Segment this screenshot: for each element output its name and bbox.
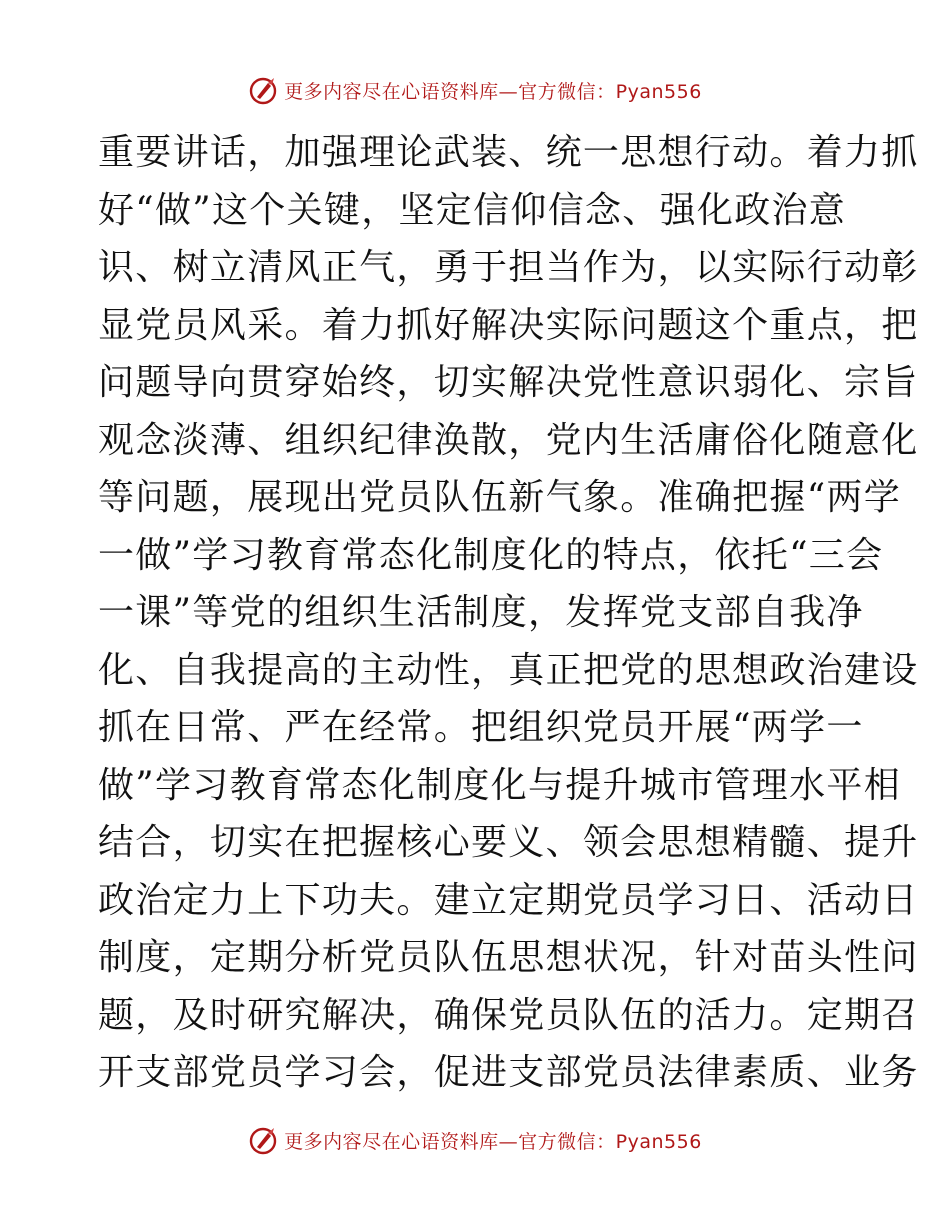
body-line: 抓在日常、严在经常。把组织党员开展“两学一: [98, 707, 864, 748]
footer-watermark: [0, 1122, 950, 1158]
body-line: 开支部党员学习会，促进支部党员法律素质、业务: [98, 1052, 919, 1093]
body-line: 观念淡薄、组织纪律涣散，党内生活庸俗化随意化: [98, 419, 919, 461]
body-line: 制度，定期分析党员队伍思想状况，针对苗头性问: [98, 937, 919, 978]
body-line: 化、自我提高的主动性，真正把党的思想政治建设: [98, 649, 919, 691]
body-line: 识、树立清风正气，勇于担当作为，以实际行动彰: [98, 247, 919, 288]
body-line: 结合，切实在把握核心要义、领会思想精髓、提升: [98, 822, 919, 863]
body-line: 题，及时研究解决，确保党员队伍的活力。定期召: [98, 994, 919, 1036]
header-watermark: [0, 72, 950, 108]
quill-logo-icon: [248, 1125, 278, 1155]
quill-logo-icon: [248, 75, 278, 105]
document-body: [98, 124, 919, 1102]
body-line: 好“做”这个关键，坚定信仰信念、强化政治意: [98, 189, 847, 231]
watermark-text: 更多内容尽在心语资料库—官方微信：Pyan556: [284, 80, 702, 103]
body-line: 等问题，展现出党员队伍新气象。准确把握“两学: [98, 477, 902, 518]
body-line: 问题导向贯穿始终，切实解决党性意识弱化、宗旨: [98, 362, 919, 403]
body-line: 显党员风采。着力抓好解决实际问题这个重点，把: [98, 304, 919, 346]
body-line: 一做”学习教育常态化制度化的特点，依托“三会: [98, 534, 884, 576]
body-line: 政治定力上下功夫。建立定期党员学习日、活动日: [98, 879, 919, 921]
body-line: 一课”等党的组织生活制度，发挥党支部自我净: [98, 592, 864, 633]
body-line: 做”学习教育常态化制度化与提升城市管理水平相: [98, 764, 902, 806]
body-line: 重要讲话，加强理论武装、统一思想行动。着力抓: [98, 132, 919, 173]
watermark-text: 更多内容尽在心语资料库—官方微信：Pyan556: [284, 1130, 702, 1153]
